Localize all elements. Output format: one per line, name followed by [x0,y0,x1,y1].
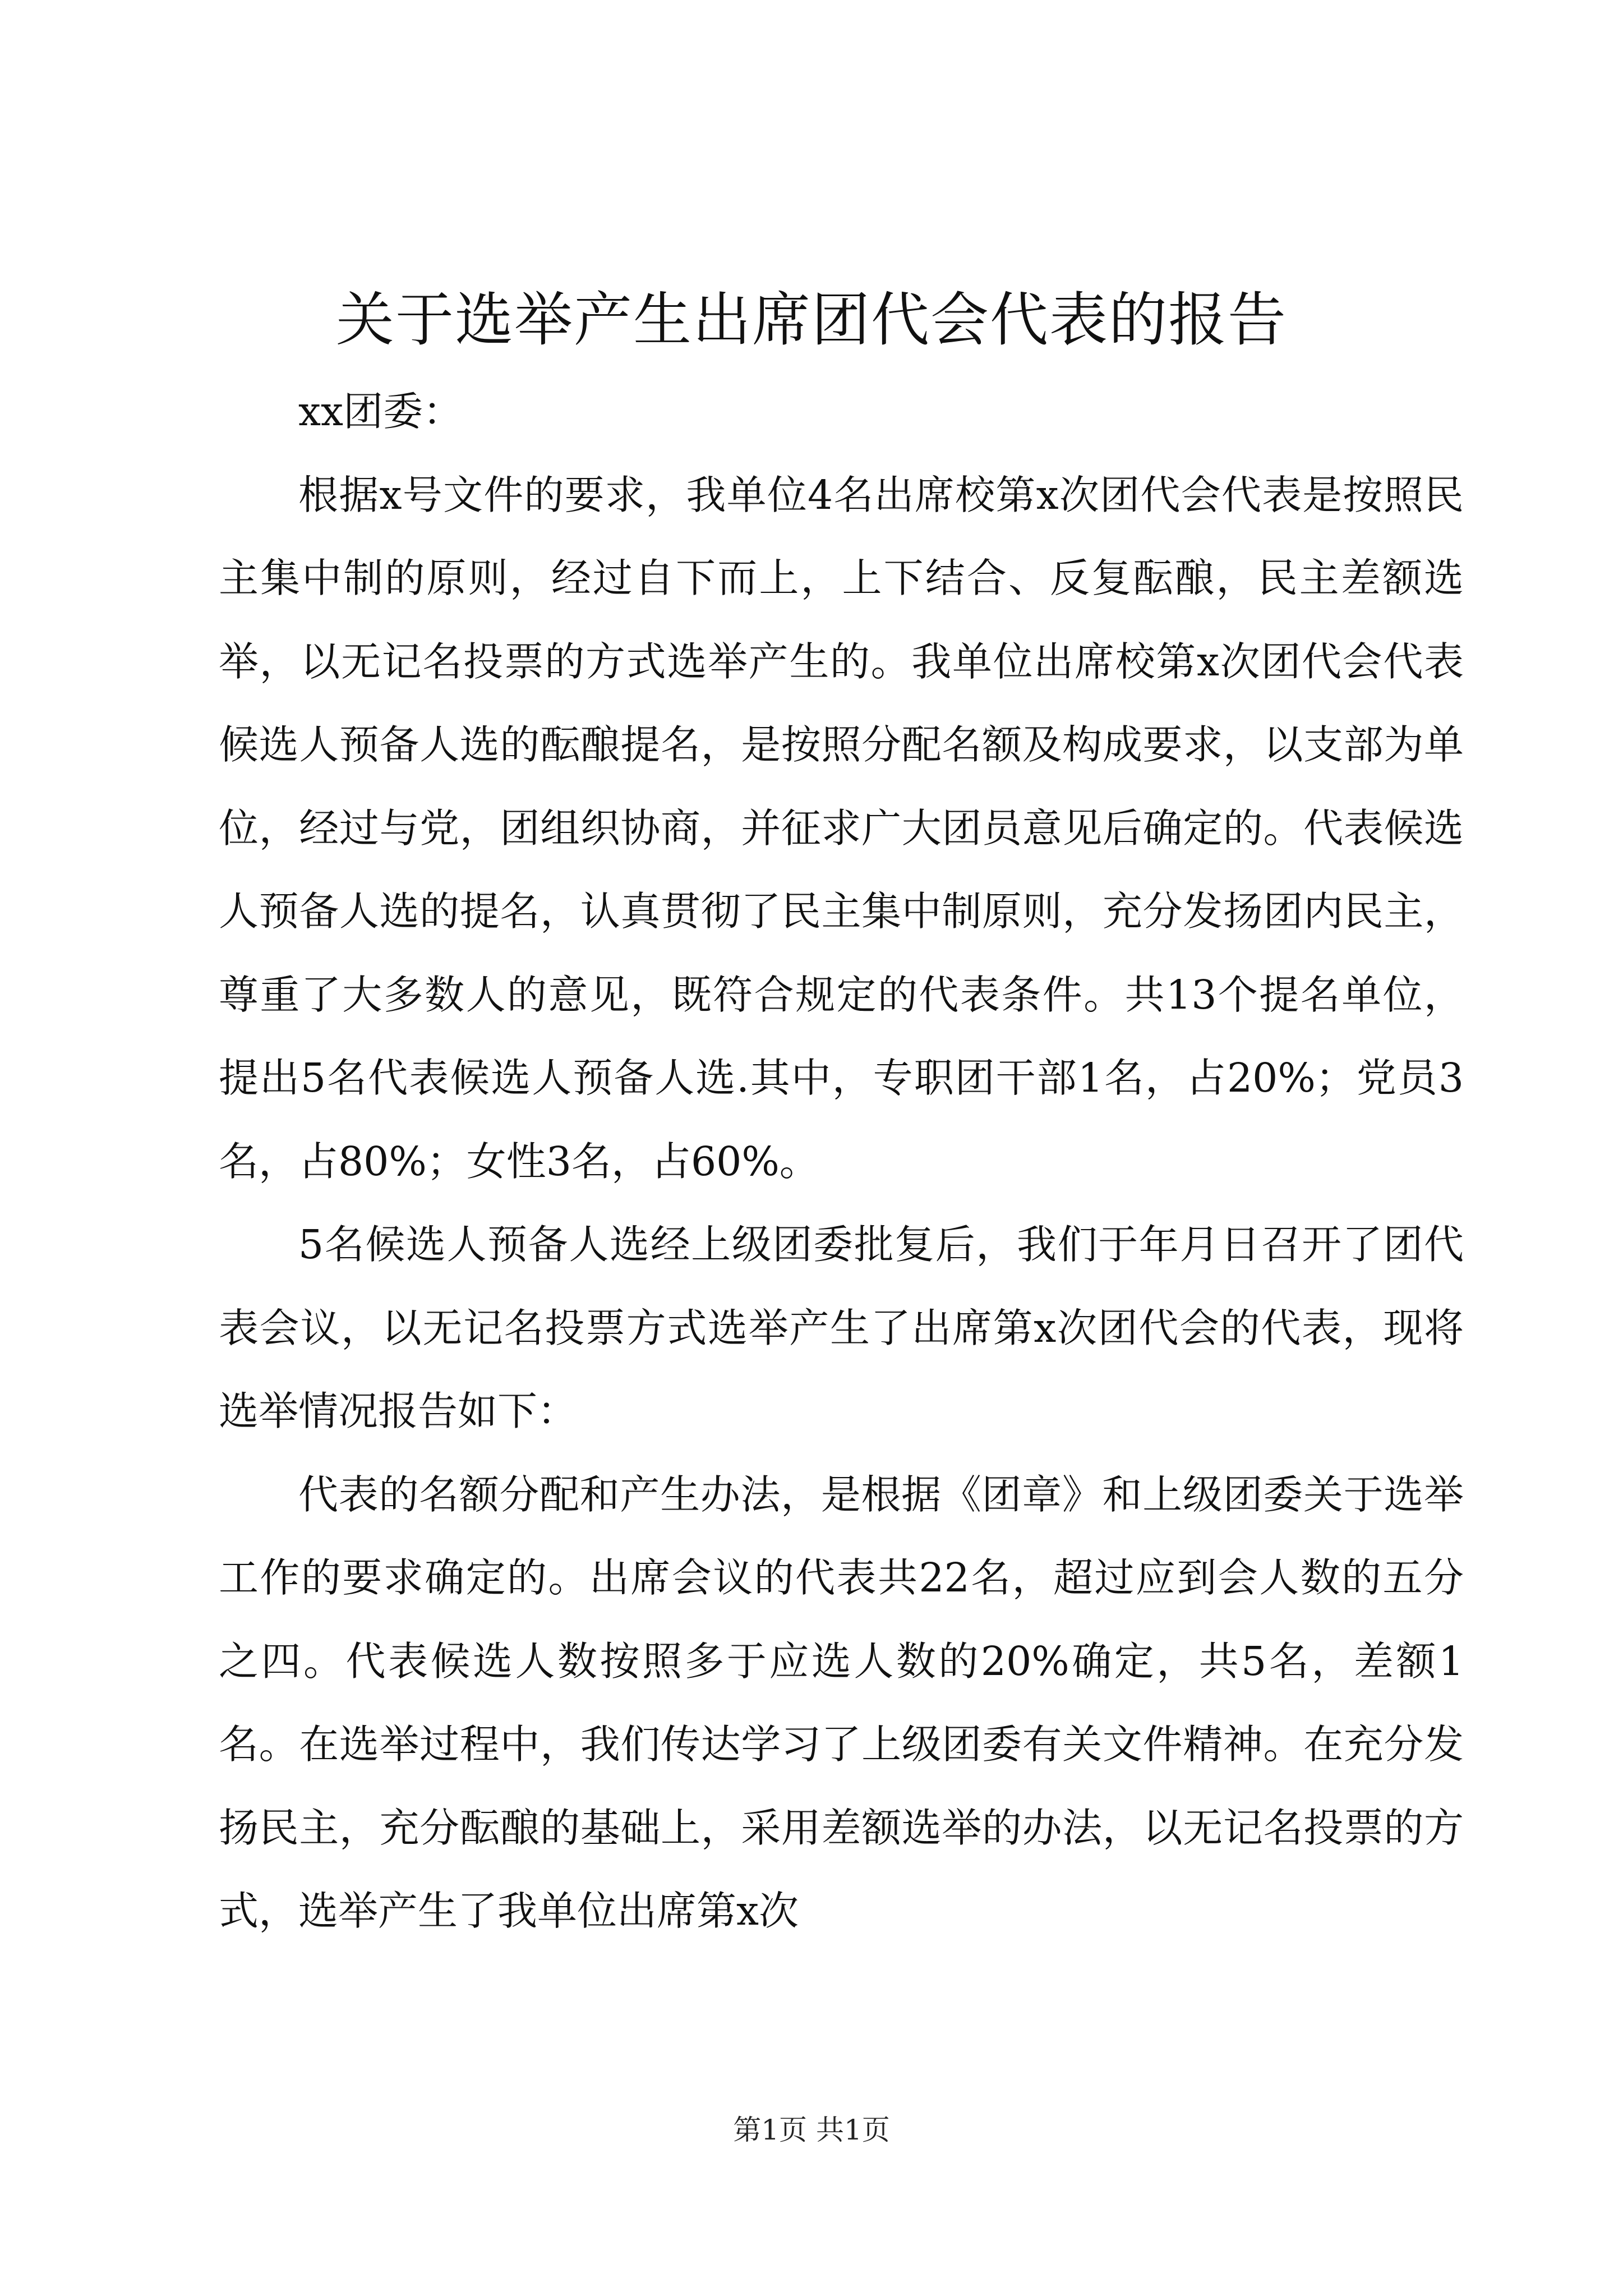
paragraph-2: 5名候选人预备人选经上级团委批复后，我们于年月日召开了团代表会议，以无记名投票方式选举产生了出席第x次团代会的代表，现将选举情况报告如下： [219,1221,1464,1434]
paragraph-3: 代表的名额分配和产生办法，是根据《团章》和上级团委关于选举工作的要求确定的。出席会议的代表共22名，超过应到会人数的五分之四。代表候选人数按照多于应选人数的20%确定，共5名，差额1名。在选举过程中，我们传达学习了上级团委有关文件精神。在充分发扬民主，充分酝酿的基础上，采用差额选举的办法，以无记名投票的方式，选举产生了我单位出席第x次 [219,1471,1464,1934]
document-body [219,370,1464,1953]
paragraph-1: 根据x号文件的要求，我单位4名出席校第x次团代会代表是按照民主集中制的原则，经过自下而上，上下结合、反复酝酿，民主差额选举，以无记名投票的方式选举产生的。我单位出席校第x次团代会代表候选人预备人选的酝酿提名，是按照分配名额及构成要求，以支部为单位，经过与党，团组织协商，并征求广大团员意见后确定的。代表候选人预备人选的提名，认真贯彻了民主集中制原则，充分发扬团内民主，尊重了大多数人的意见，既符合规定的代表条件。共13个提名单位，提出5名代表候选人预备人选.其中，专职团干部1名，占20%；党员3名，占80%；女性3名，占60%。 [219,471,1464,1185]
document-title: 关于选举产生出席团代会代表的报告 [335,286,1287,354]
page-number-footer: 第1页 共1页 [733,2114,890,2146]
salutation: xx团委： [298,388,463,435]
